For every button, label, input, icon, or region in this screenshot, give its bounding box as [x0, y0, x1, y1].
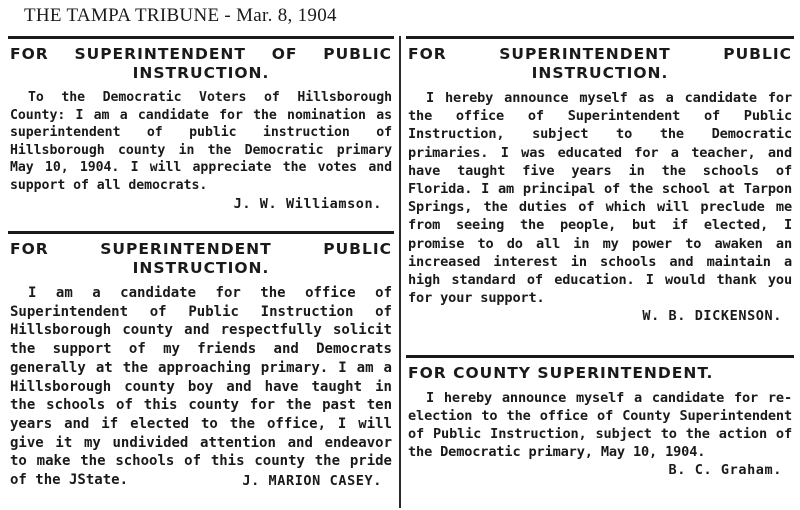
ad-signature: B. C. Graham. [668, 462, 782, 478]
left-column [8, 36, 394, 490]
ad-graham [406, 364, 794, 479]
ad-rule [406, 355, 794, 358]
ad-headline: FOR SUPERINTENDENT PUBLIC INSTRUCTION. [408, 45, 792, 82]
ad-headline: FOR SUPERINTENDENT PUBLIC INSTRUCTION. [10, 240, 392, 277]
ad-signature: W. B. DICKENSON. [642, 308, 782, 325]
column-divider [399, 36, 401, 508]
masthead: THE TAMPA TRIBUNE - Mar. 8, 1904 [24, 5, 337, 26]
ad-casey [8, 240, 394, 490]
ad-headline: FOR COUNTY SUPERINTENDENT. [408, 364, 714, 382]
ad-headline: FOR SUPERINTENDENT OF PUBLIC INSTRUCTION. [10, 45, 392, 82]
ad-body: I am a candidate for the office of Superintendent of Public Instruction of Hillsborough county and respectfully solicit the support of my friends and Democrats generally at the approaching primary. I am a Hillsborough county boy and have taught in the schools of this county for the past ten years and if elected to the office, I will give it my undivided attention and endeavor to make the schools of this county the pride of the JState. [10, 285, 392, 489]
ad-rule [8, 231, 394, 234]
ad-body: To the Democratic Voters of Hillsborough County: I am a candidate for the nomination as superintendent of public instruction of Hillsborough county in the Democratic primary May 10, 1904. I will appreciate the votes and support of all democrats. [10, 90, 392, 193]
ad-body: I hereby announce myself as a candidate for the office of Superintendent of Public Instruction, subject to the Democratic primaries. I was educated for a teacher, and have taught five years in the schools of Florida. I am principal of the school at Tarpon Springs, the duties of which will preclude me from seeing the people, but if elected, I promise to do all in my power to awaken an increased interest in schools and maintain a high standard of education. I would thank you for your support. [408, 90, 792, 307]
ad-williamson [8, 45, 394, 231]
ad-signature: J. MARION CASEY. [242, 472, 382, 489]
ad-body: I hereby announce myself a candidate for re-election to the office of County Superintendent of Public Instruction, subject to the action of the Democratic primary, May 10, 1904. [408, 390, 792, 460]
ad-rule [8, 36, 394, 39]
ad-rule [406, 36, 794, 39]
ad-dickenson [406, 45, 794, 355]
right-column [406, 36, 794, 479]
ad-signature: J. W. Williamson. [233, 195, 382, 212]
